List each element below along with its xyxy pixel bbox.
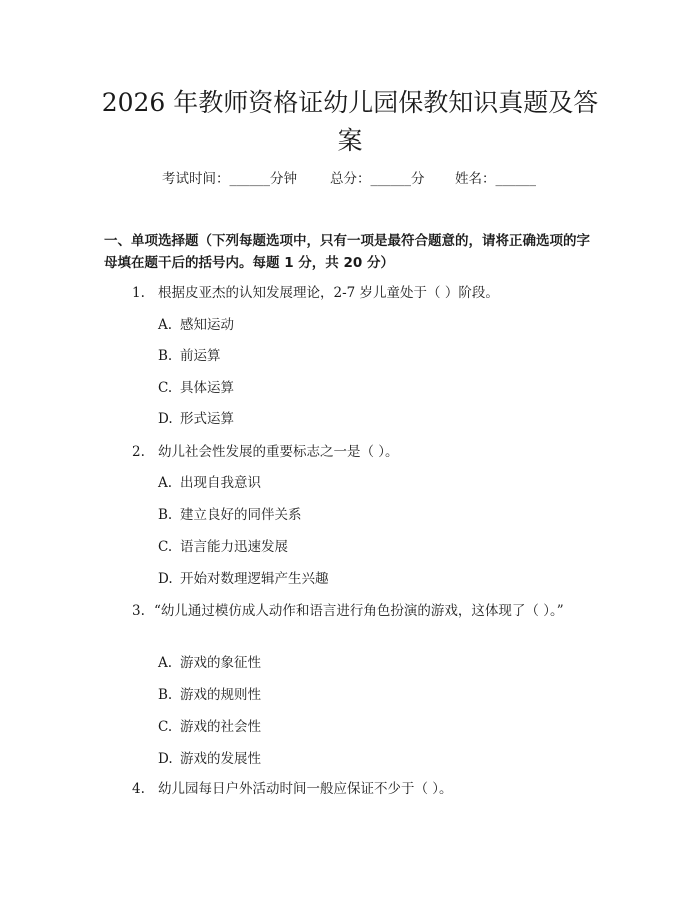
option-1c: C. 具体运算 bbox=[158, 380, 234, 396]
option-1b: B. 前运算 bbox=[158, 348, 221, 364]
question-text: 幼儿社会性发展的重要标志之一是（ ）。 bbox=[158, 444, 399, 460]
option-3d: D. 游戏的发展性 bbox=[158, 751, 261, 767]
option-2d: D. 开始对数理逻辑产生兴趣 bbox=[158, 571, 329, 587]
page-title: 2026 年教师资格证幼儿园保教知识真题及答案 bbox=[101, 88, 599, 155]
option-3b: B. 游戏的规则性 bbox=[158, 687, 261, 703]
question-text: “幼儿通过模仿成人动作和语言进行角色扮演的游戏，这体现了（ ）。” bbox=[154, 603, 564, 619]
question-number: 3. bbox=[132, 603, 145, 619]
question-number: 2. bbox=[132, 444, 145, 460]
option-1a: A. 感知运动 bbox=[158, 317, 234, 333]
section-heading: 一、单项选择题（下列每题选项中，只有一项是最符合题意的，请将正确选项的字母填在题干后的括号内。每题 1 分，共 20 分） bbox=[104, 233, 590, 271]
exam-time-field: 考试时间：______分钟 bbox=[162, 171, 297, 187]
question-number: 1. bbox=[132, 285, 145, 301]
question-text: 幼儿园每日户外活动时间一般应保证不少于（ ）。 bbox=[158, 781, 453, 797]
option-3c: C. 游戏的社会性 bbox=[158, 719, 261, 735]
option-3a: A. 游戏的象征性 bbox=[158, 655, 261, 671]
option-1d: D. 形式运算 bbox=[158, 411, 234, 427]
student-name-field: 姓名：______ bbox=[455, 171, 536, 187]
option-2b: B. 建立良好的同伴关系 bbox=[158, 507, 302, 523]
question-text: 根据皮亚杰的认知发展理论，2-7 岁儿童处于（ ）阶段。 bbox=[158, 285, 499, 301]
question-3 bbox=[104, 600, 574, 622]
question-number: 4. bbox=[132, 781, 145, 797]
option-2c: C. 语言能力迅速发展 bbox=[158, 539, 288, 555]
total-score-field: 总分：______分 bbox=[330, 171, 425, 187]
option-2a: A. 出现自我意识 bbox=[158, 475, 261, 491]
